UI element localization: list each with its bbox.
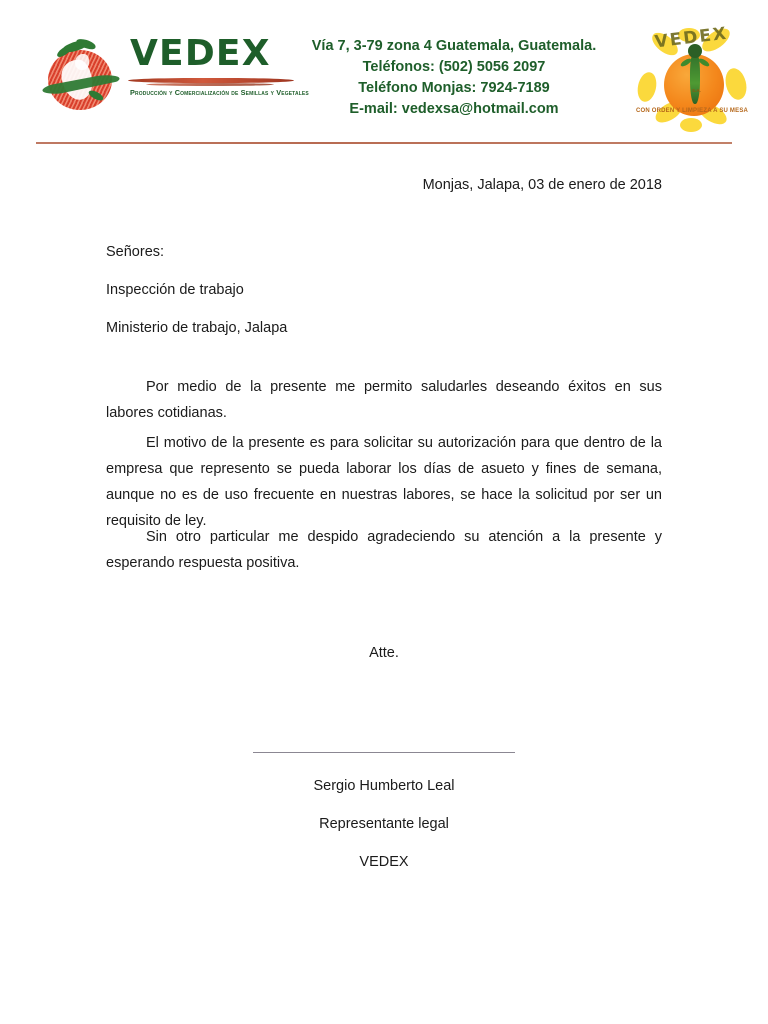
contact-email: E-mail: vedexsa@hotmail.com [349, 101, 559, 117]
contact-phone-monjas: Teléfono Monjas: 7924-7189 [358, 80, 550, 96]
signer-role: Representante legal [319, 816, 449, 832]
globe-continent-shape-small [75, 54, 89, 70]
contact-address: Vía 7, 3-79 zona 4 Guatemala, Guatemala. [311, 38, 597, 54]
recipient-salutation: Señores: [106, 244, 165, 260]
vedex-arched-wordmark: VEDEX [653, 23, 730, 53]
recipient-institution: Ministerio de trabajo, Jalapa [106, 320, 288, 336]
sun-ray [722, 66, 749, 102]
recipient-block [106, 243, 566, 357]
vedex-wordmark-text: VEDEX [130, 33, 271, 74]
contact-phones: Teléfonos: (502) 5056 2097 [362, 59, 546, 75]
letter-signoff: Atte. [369, 645, 399, 661]
wordmark-swoosh-divider-secondary [146, 83, 274, 86]
company-tagline: Producción y Comercialización de Semillas y Vegetales [130, 88, 309, 97]
tomato-globe-icon [42, 40, 120, 114]
right-logo-tagline: CON ORDEN Y LIMPIEZA A SU MESA [635, 108, 749, 114]
company-logo-left [42, 33, 309, 114]
sun-ray [635, 70, 659, 103]
signature-line [253, 752, 515, 753]
company-logo-right [634, 22, 750, 138]
letter-paragraph-1: Por medio de la presente me permito saludarles deseando éxitos en sus labores cotidianas. [106, 379, 662, 421]
letter-paragraph-2: El motivo de la presente es para solicitar su autorización para que dentro de la empresa que represento se pueda laborar los días de asueto y fines de semana, aunque no es de uso frecuente en nuestras labores, se hace la solicitud por ser un requisito de ley. [106, 435, 662, 529]
mascot-body [690, 52, 700, 104]
vedex-sublabel: S.A. [692, 88, 701, 93]
signer-company: VEDEX [359, 854, 409, 870]
letter-date: Monjas, Jalapa, 03 de enero de 2018 [422, 177, 662, 193]
signature-block [106, 752, 662, 871]
letterhead [0, 0, 768, 140]
signer-name: Sergio Humberto Leal [313, 778, 455, 794]
letter-paragraph-3: Sin otro particular me despido agradeciendo su atención a la presente y esperando respuesta positiva. [106, 529, 662, 571]
recipient-office: Inspección de trabajo [106, 282, 244, 298]
contact-block [286, 36, 622, 120]
letterhead-divider [36, 142, 732, 144]
sun-ray [680, 118, 702, 132]
vedex-wordmark [130, 33, 309, 110]
